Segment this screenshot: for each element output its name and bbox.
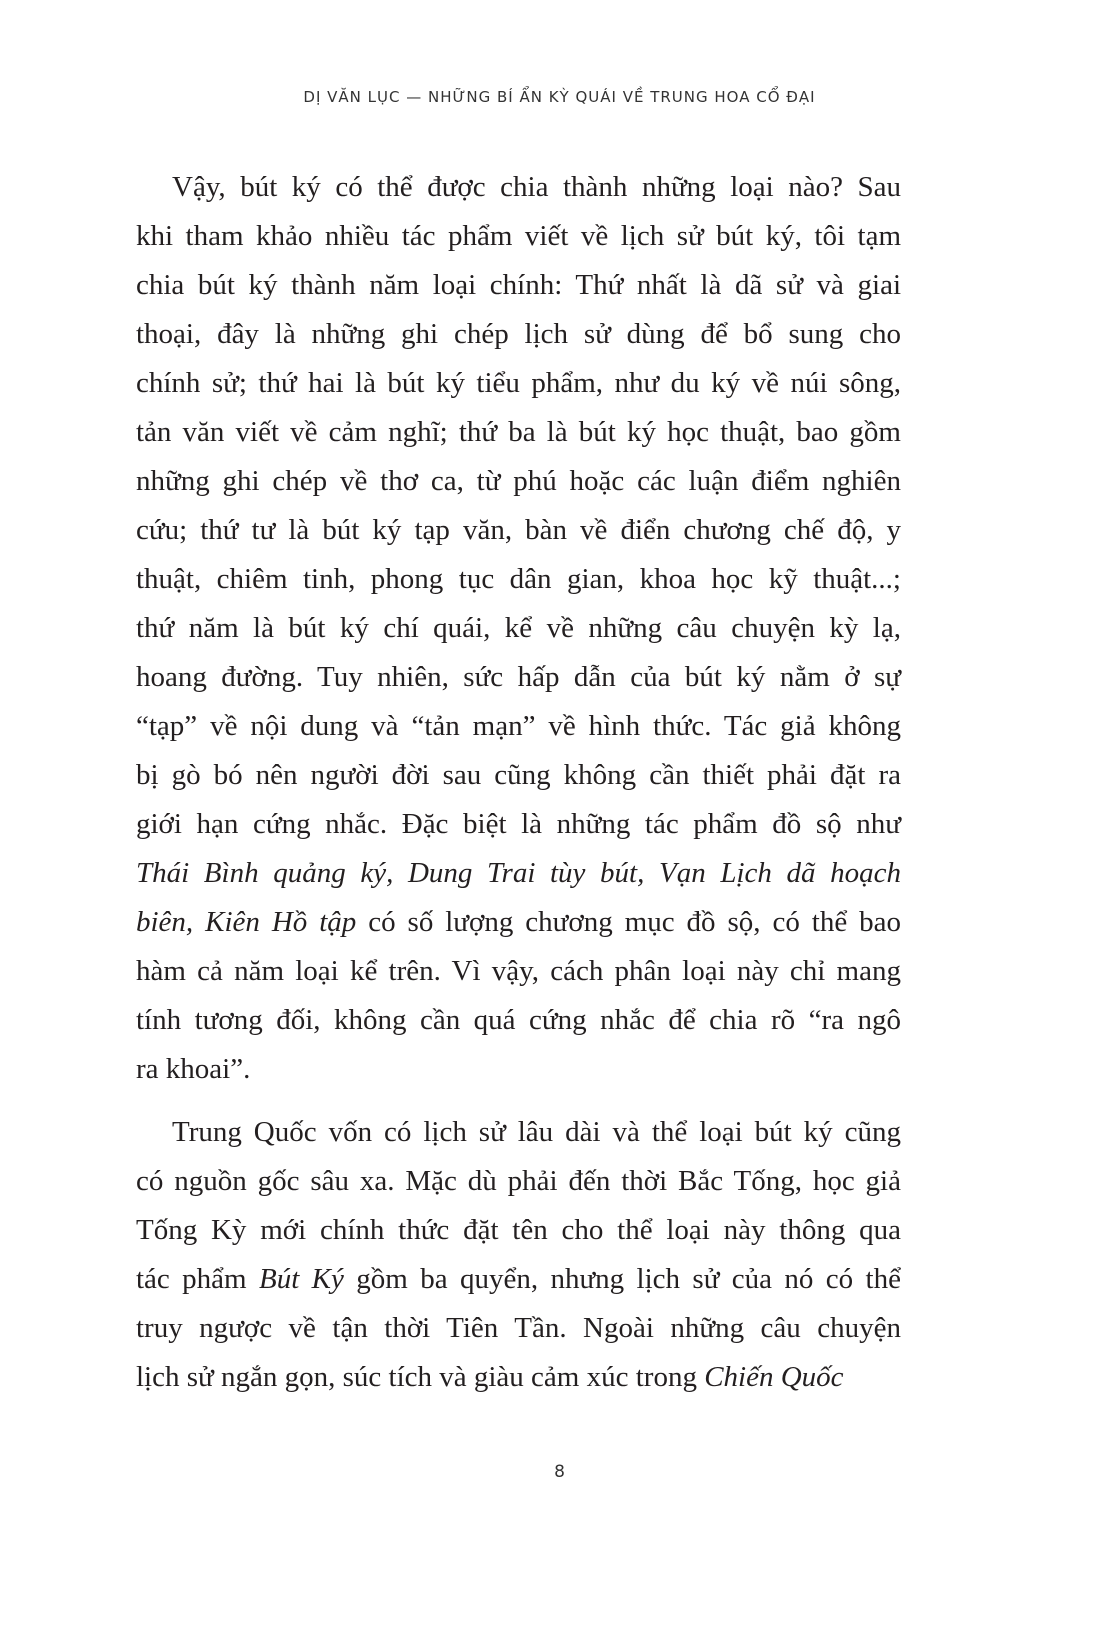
text-line [136, 408, 901, 457]
body-text-segment: thuật, chiêm tinh, phong tục dân gian, khoa học kỹ thuật...; [136, 563, 901, 595]
body-text-segment: tác phẩm [136, 1263, 259, 1295]
body-text-segment: ra khoai”. [136, 1053, 251, 1085]
text-line [136, 1108, 901, 1157]
text-line [136, 1206, 901, 1255]
body-text-segment: có số lượng chương mục đồ sộ, có thể bao [356, 906, 901, 938]
text-line [136, 849, 901, 898]
body-text-segment: lịch sử ngắn gọn, súc tích và giàu cảm xúc trong [136, 1361, 705, 1393]
text-line [136, 310, 901, 359]
italic-title-text: Bút Ký [259, 1263, 344, 1295]
text-line [136, 1045, 901, 1094]
body-text-segment: “tạp” về nội dung và “tản mạn” về hình thức. Tác giả không [136, 710, 901, 742]
body-text-segment: chính sử; thứ hai là bút ký tiểu phẩm, như du ký về núi sông, [136, 367, 901, 399]
italic-title-text: Thái Bình quảng ký, Dung Trai tùy bút, Vạn Lịch dã hoạch [136, 857, 901, 889]
text-line [136, 1157, 901, 1206]
text-line [136, 604, 901, 653]
body-text-segment: Vậy, bút ký có thể được chia thành những loại nào? Sau [172, 171, 901, 203]
body-text-segment: chia bút ký thành năm loại chính: Thứ nhất là dã sử và giai [136, 269, 901, 301]
text-line [136, 996, 901, 1045]
paragraph [136, 1108, 901, 1402]
paragraph [136, 163, 901, 1094]
body-text-segment: tản văn viết về cảm nghĩ; thứ ba là bút ký học thuật, bao gồm [136, 416, 901, 448]
body-text-segment: thoại, đây là những ghi chép lịch sử dùng để bổ sung cho [136, 318, 901, 350]
text-line [136, 506, 901, 555]
text-line [136, 1304, 901, 1353]
body-text-segment: truy ngược về tận thời Tiên Tần. Ngoài những câu chuyện [136, 1312, 901, 1344]
text-line [136, 898, 901, 947]
text-line [136, 261, 901, 310]
body-text-segment: tính tương đối, không cần quá cứng nhắc để chia rõ “ra ngô [136, 1004, 901, 1036]
body-text-segment: gồm ba quyển, nhưng lịch sử của nó có thể [343, 1263, 901, 1295]
running-header: DỊ VĂN LỤC — NHỮNG BÍ ẨN KỲ QUÁI VỀ TRUNG HOA CỔ ĐẠI [303, 88, 816, 106]
text-line [136, 653, 901, 702]
body-text-segment: Trung Quốc vốn có lịch sử lâu dài và thể loại bút ký cũng [172, 1116, 901, 1148]
body-text-segment: khi tham khảo nhiều tác phẩm viết về lịch sử bút ký, tôi tạm [136, 220, 901, 252]
text-line [136, 751, 901, 800]
body-text-segment: Tống Kỳ mới chính thức đặt tên cho thể loại này thông qua [136, 1214, 901, 1246]
text-line [136, 947, 901, 996]
body-text-segment: bị gò bó nên người đời sau cũng không cần thiết phải đặt ra [136, 759, 901, 791]
text-line [136, 1255, 901, 1304]
text-line [136, 163, 901, 212]
body-text-segment: thứ năm là bút ký chí quái, kể về những câu chuyện kỳ lạ, [136, 612, 901, 644]
body-text-segment: cứu; thứ tư là bút ký tạp văn, bàn về điển chương chế độ, y [136, 514, 901, 546]
text-line [136, 359, 901, 408]
text-line [136, 212, 901, 261]
italic-title-text: Chiến Quốc [704, 1361, 844, 1393]
text-line [136, 457, 901, 506]
body-text-segment: những ghi chép về thơ ca, từ phú hoặc các luận điểm nghiên [136, 465, 901, 497]
page-number: 8 [554, 1462, 565, 1482]
text-line [136, 800, 901, 849]
body-text-segment: hàm cả năm loại kể trên. Vì vậy, cách phân loại này chỉ mang [136, 955, 901, 987]
text-line [136, 1353, 901, 1402]
text-line [136, 555, 901, 604]
body-text-segment: có nguồn gốc sâu xa. Mặc dù phải đến thời Bắc Tống, học giả [136, 1165, 901, 1197]
body-text-segment: hoang đường. Tuy nhiên, sức hấp dẫn của bút ký nằm ở sự [136, 661, 901, 693]
body-text-segment: giới hạn cứng nhắc. Đặc biệt là những tác phẩm đồ sộ như [136, 808, 901, 840]
italic-title-text: biên, Kiên Hồ tập [136, 906, 357, 938]
text-line [136, 702, 901, 751]
